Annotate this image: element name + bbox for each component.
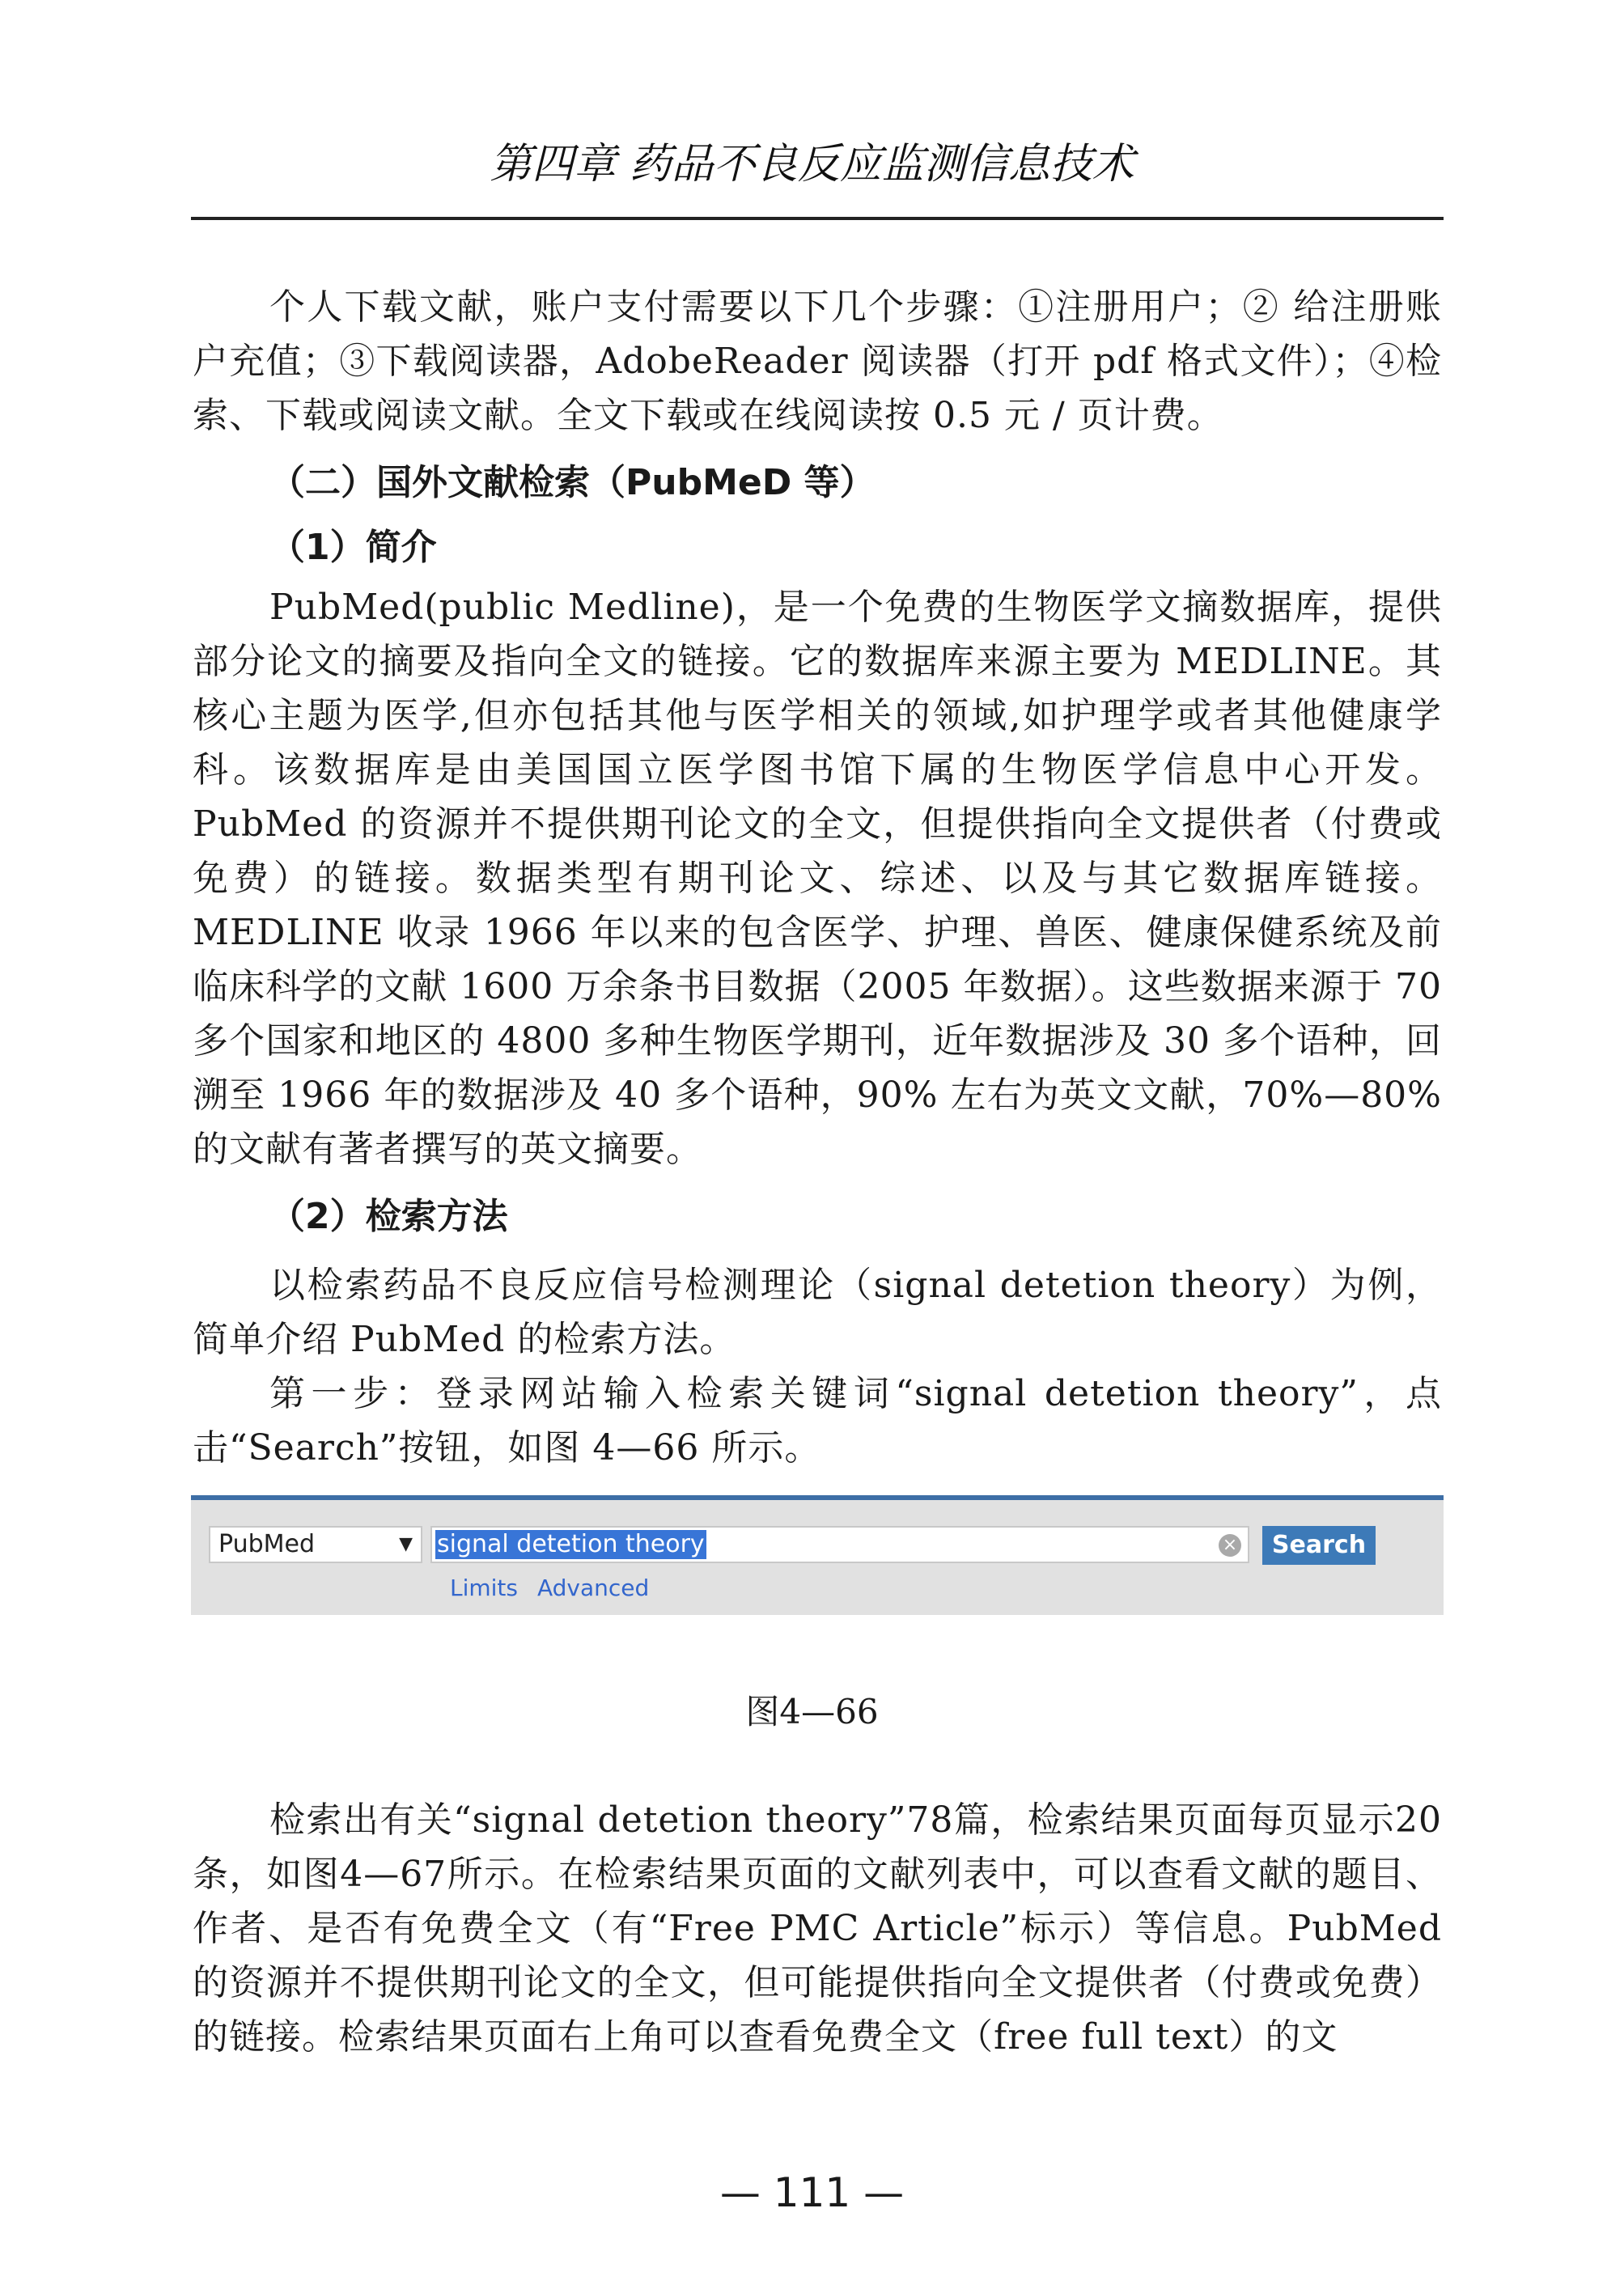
advanced-link[interactable]: Advanced — [537, 1575, 650, 1601]
search-input[interactable] — [430, 1526, 1249, 1563]
database-select-value: PubMed — [218, 1530, 316, 1558]
search-input-value: signal detetion theory — [437, 1530, 705, 1558]
paragraph-search-example: 以检索药品不良反应信号检测理论（signal detetion theory）为例，简单介绍 PubMed 的检索方法。 — [193, 1265, 1442, 1360]
dropdown-arrow-icon: ▼ — [399, 1534, 413, 1554]
paragraph-search-results: 检索出有关“signal detetion theory”78篇，检索结果页面每页显示20条，如图4—67所示。在检索结果页面的文献列表中，可以查看文献的题目、作者、是否有免费全文（有“Free PMC Article”标示）等信息。PubMed 的资源并不提供期刊论文的全文，但可能提供指向全文提供者（付费或免费）的链接。检索结果页面右上角可以查看免费全文（free full text）的文 — [193, 1799, 1442, 2058]
paragraph-pubmed-intro: PubMed(public Medline)，是一个免费的生物医学文摘数据库，提供部分论文的摘要及指向全文的链接。它的数据库来源主要为 MEDLINE。其核心主题为医学,但亦包括其他与医学相关的领域,如护理学或者其他健康学科。该数据库是由美国国立医学图书馆下属的生物医学信息中心开发。PubMed 的资源并不提供期刊论文的全文，但提供指向全文提供者（付费或免费）的链接。数据类型有期刊论文、综述、以及与其它数据库链接。MEDLINE 收录 1966 年以来的包含医学、护理、兽医、健康保健系统及前临床科学的文献 1600 万余条书目数据（2005 年数据）。这些数据来源于 70 多个国家和地区的 4800 多种生物医学期刊，近年数据涉及 30 多个语种，回溯至 1966 年的数据涉及 40 多个语种，90% 左右为英文文献，70%—80% 的文献有著者撰写的英文摘要。 — [193, 587, 1442, 1170]
subheading-search-method: （2）检索方法 — [269, 1196, 508, 1237]
page-number: — 111 — — [719, 2169, 905, 2216]
chapter-title: 第四章 药品不良反应监测信息技术 — [490, 140, 1134, 189]
limits-link[interactable]: Limits — [450, 1575, 518, 1601]
pubmed-search-figure — [191, 1495, 1444, 1615]
database-select[interactable] — [209, 1526, 422, 1563]
subheading-introduction: （1）简介 — [269, 527, 437, 568]
paragraph-download-steps: 个人下载文献，账户支付需要以下几个步骤：①注册用户；② 给注册账户充值；③下载阅读器，AdobeReader 阅读器（打开 pdf 格式文件）；④检索、下载或阅读文献。全文下载或在线阅读按 0.5 元 / 页计费。 — [193, 286, 1442, 436]
search-button[interactable]: Search — [1262, 1526, 1376, 1565]
paragraph-step-one: 第一步：登录网站输入检索关键词“signal detetion theory”，点击“Search”按钮，如图 4—66 所示。 — [193, 1373, 1442, 1469]
header-divider — [191, 217, 1444, 220]
clear-icon[interactable]: × — [1219, 1534, 1241, 1557]
figure-caption: 图4—66 — [745, 1692, 879, 1731]
section-heading-foreign-literature: （二）国外文献检索（PubMeD 等） — [269, 462, 876, 503]
